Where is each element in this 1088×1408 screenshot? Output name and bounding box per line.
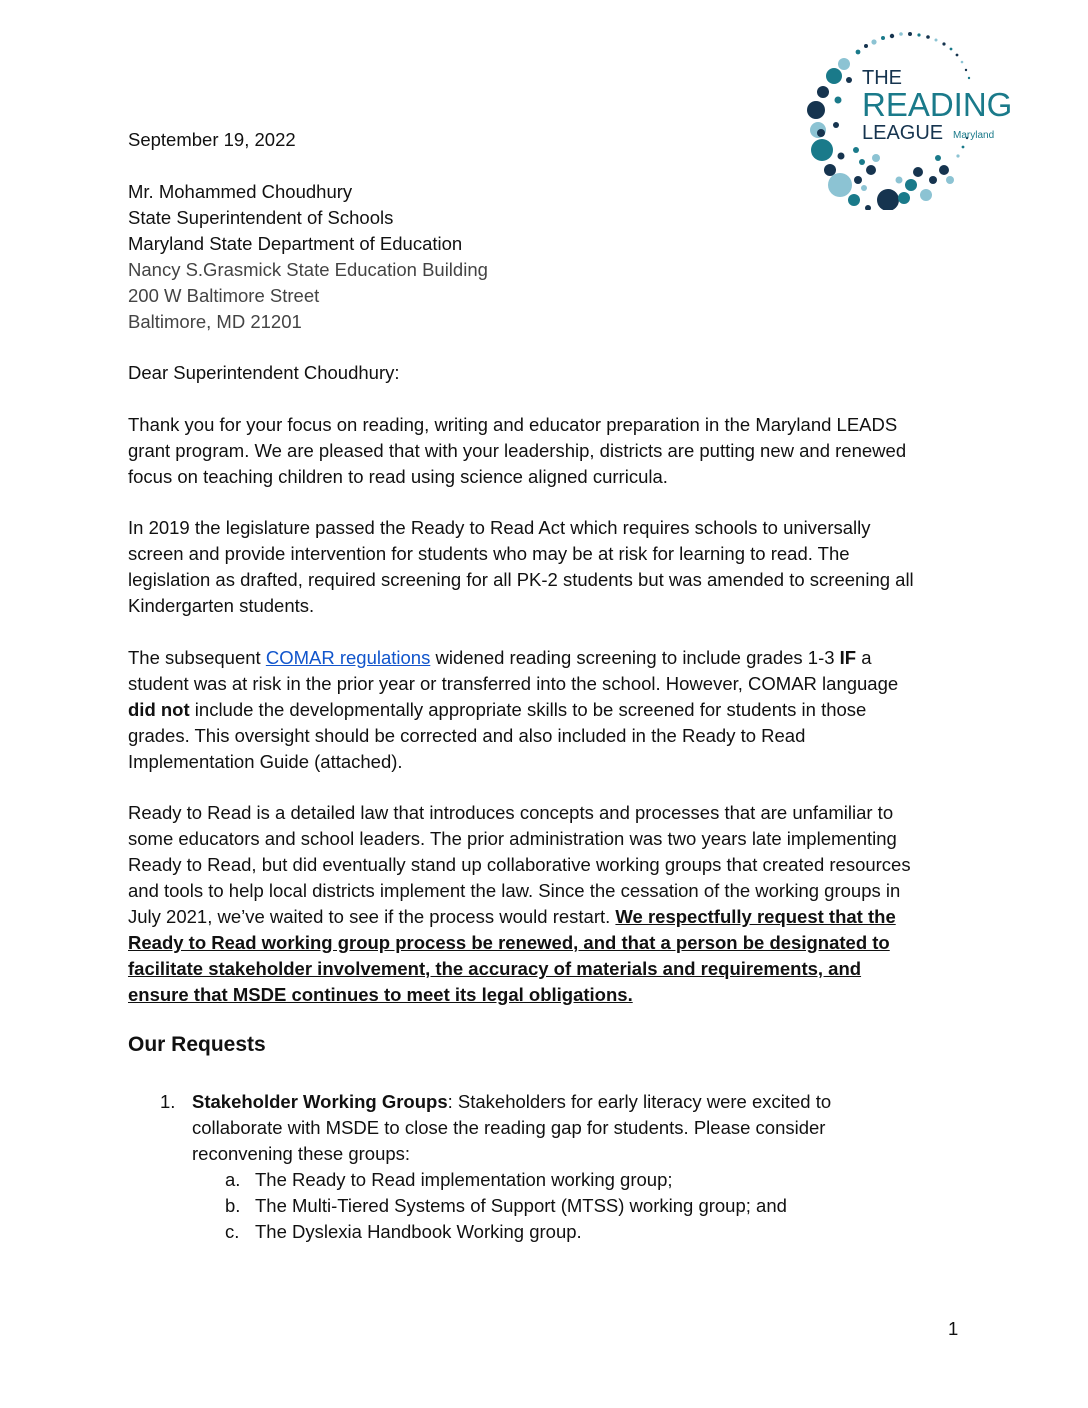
comar-regulations-link[interactable]: COMAR regulations (265, 647, 431, 668)
request-emphasis: ensure that MSDE continues to meet its legal obligations. (128, 984, 633, 1005)
address-line: Baltimore, MD 21201 (128, 311, 302, 332)
request-emphasis: facilitate stakeholder involvement, the accuracy of materials and requirements, and (128, 958, 862, 979)
recipient-address (128, 179, 968, 335)
paragraph-ready-to-read-act: In 2019 the legislature passed the Ready to Read Act which requires schools to universally screen and provide intervention for students who may be at risk for learning to read. The legislation as drafted, required screening for all PK-2 students but was amended to screening all Kindergarten students. (128, 517, 914, 616)
address-line: 200 W Baltimore Street (128, 285, 320, 306)
request-emphasis: We respectfully request that the (615, 906, 896, 927)
paragraph-comar: The subsequent COMAR regulations widened reading screening to include grades 1-3 IF a student was at risk in the prior year or transferred into the school. However, COMAR language did not include the developmentally appropriate skills to be screened for students in those grades. This oversight should be corrected and also included in the Ready to Read Implementation Guide (attached). (128, 647, 899, 772)
letter-date: September 19, 2022 (128, 129, 296, 150)
logo-word-league: LEAGUE (862, 122, 944, 144)
address-line: State Superintendent of Schools (128, 207, 394, 228)
letter-page: THE READING LEAGUE Maryland September 19, 2022 Mr. Mohammed Choudhury State Superintendent of Schools Maryland State Department of Education Nancy S.Grasmick State Education Building 200 W Baltimore Street Baltimore, MD 21201 Dear Superintendent Choudhury: Thank you for your focus on reading, writing and educator preparation in the Maryland LEADS grant program. We are pleased that with your leadership, districts are putting new and renewed focus on teaching children to read using science aligned curricula. In 2019 the legislature passed the Ready to Read Act which requires schools to universally screen and provide intervention for students who may be at risk for learning to read. The legislation as drafted, required screening for all PK-2 students but was amended to screening all Kindergarten students. The subsequent COMAR regulations widened reading screening to include grades 1-3 IF a student was at risk in the prior year or transferred into the school. However, COMAR language did not include the developmentally appropriate skills to be screened for students in those grades. This oversight should be corrected and also included in the Ready to Read Implementation Guide (attached). Ready to Read is a detailed law that introduces concepts and processes that are unfamiliar to some educators and school leaders. The prior administration was two years late implementing Ready to Read, but did eventually stand up collaborative working groups that created resources and tools to help local districts implement the law. Since the cessation of the working groups in July 2021, we’ve waited to see if the process would restart. We respectfully request that the Ready to Read working group process be renewed, and that a person be designated to facilitate stakeholder involvement, the accuracy of materials and requirements, and ensure that MSDE continues to meet its legal obligations. Our Requests 1. Stakeholder Working Groups: Stakeholders for early literacy were excited to collaborate with MSDE to close the reading gap for students. Please consider reconvening these groups: a. The Ready to Read implementation working group; b. The Multi-Tiered Systems of Support (MTSS) working group; and c. The Dyslexia Handbook Working group. 1 (0, 0, 1088, 1408)
paragraph-intro: Thank you for your focus on reading, writing and educator preparation in the Maryland LEADS grant program. We are pleased that with your leadership, districts are putting new and renewed focus on teaching children to read using science aligned curricula. (128, 414, 907, 487)
salutation: Dear Superintendent Choudhury: (128, 362, 400, 383)
paragraph-working-groups: Ready to Read is a detailed law that introduces concepts and processes that are unfamiliar to some educators and school leaders. The prior administration was two years late implementing Ready to Read, but did eventually stand up collaborative working groups that created resources and tools to help local districts implement the law. Since the cessation of the working groups in July 2021, we’ve waited to see if the process would restart. We respectfully request that the Ready to Read working group process be renewed, and that a person be designated to facilitate stakeholder involvement, the accuracy of materials and requirements, and ensure that MSDE continues to meet its legal obligations. (128, 800, 968, 1008)
address-line: Maryland State Department of Education (128, 233, 463, 254)
section-heading: Our Requests (128, 1033, 266, 1056)
address-line: Mr. Mohammed Choudhury (128, 181, 353, 202)
list-item: Stakeholder Working Groups: Stakeholders for early literacy were excited to collaborate with MSDE to close the reading gap for students. Please consider reconvening these groups: (192, 1091, 832, 1164)
logo-word-reading: READING (862, 86, 1013, 123)
address-line: Nancy S.Grasmick State Education Building (128, 259, 488, 280)
list-item-number: 1. (160, 1091, 176, 1112)
logo-word-maryland: Maryland (953, 130, 995, 141)
page-number: 1 (948, 1318, 959, 1339)
logo-word-the: THE (862, 67, 902, 89)
request-emphasis: Ready to Read working group process be renewed, and that a person be designated to (128, 932, 890, 953)
